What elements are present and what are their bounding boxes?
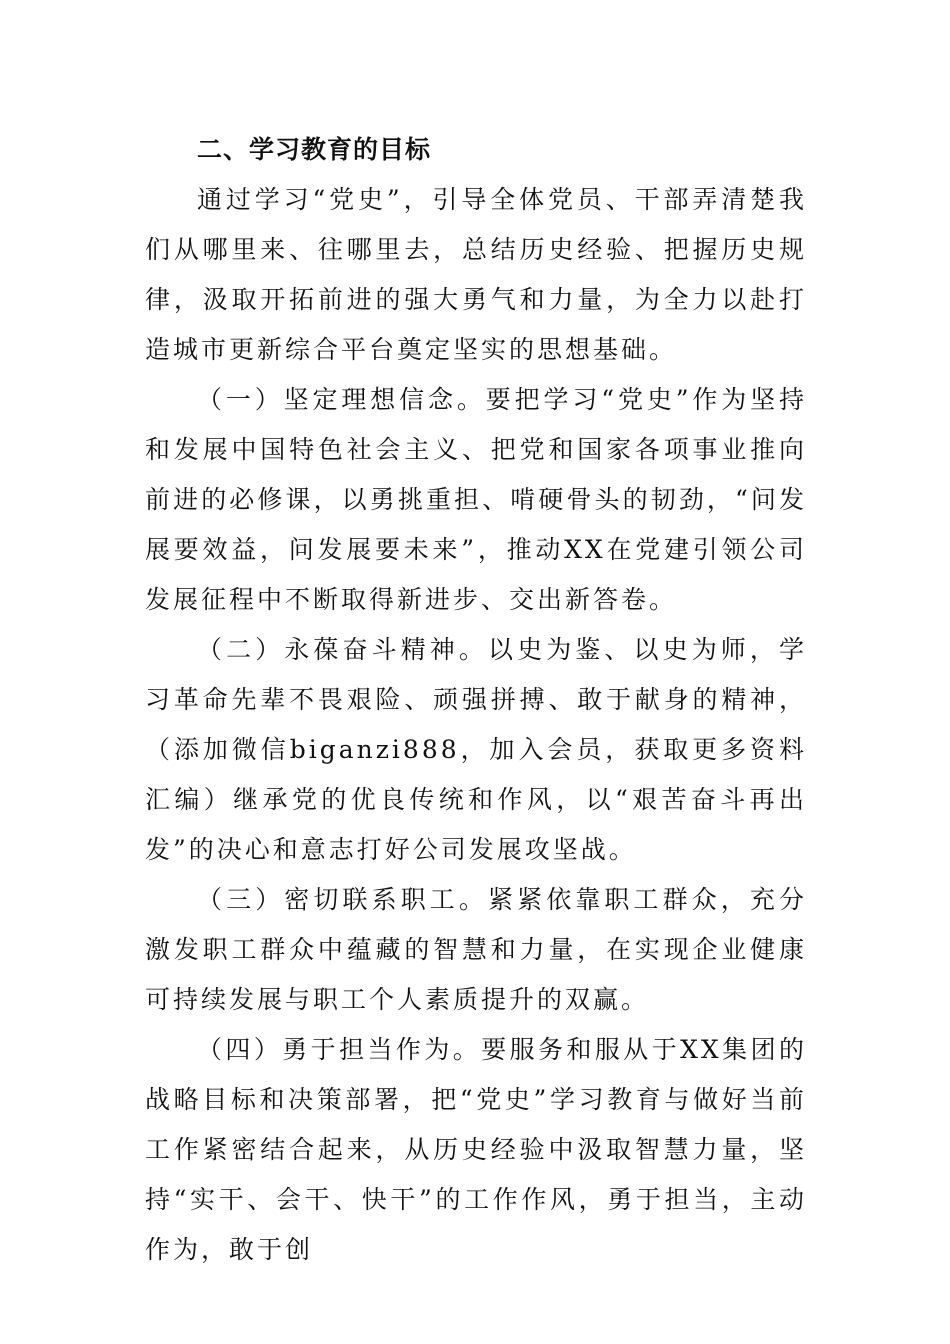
paragraph-intro: 通过学习“党史”，引导全体党员、干部弄清楚我们从哪里来、往哪里去，总结历史经验、把握历史规律，汲取开拓前进的强大勇气和力量，为全力以赴打造城市更新综合平台奠定坚实的思想基础。 [145, 185, 807, 364]
paragraph-workers: （三）密切联系职工。紧紧依靠职工群众，充分激发职工群众中蕴藏的智慧和力量，在实现企业健康可持续发展与职工个人素质提升的双赢。 [145, 885, 807, 1014]
paragraph-struggle: （二）永葆奋斗精神。以史为鉴、以史为师，学习革命先辈不畏艰险、顽强拼搏、敢于献身的精神，（添加微信biganzi888，加入会员，获取更多资料汇编）继承党的优良传统和作风，以“艰苦奋斗再出发”的决心和意志打好公司发展攻坚战。 [145, 635, 807, 864]
paragraph-ideals: （一）坚定理想信念。要把学习“党史”作为坚持和发展中国特色社会主义、把党和国家各项事业推向前进的必修课，以勇挑重担、啃硬骨头的韧劲，“问发展要效益，问发展要未来”，推动XX在党建引领公司发展征程中不断取得新进步、交出新答卷。 [145, 385, 807, 614]
paragraph-responsibility: （四）勇于担当作为。要服务和服从于XX集团的战略目标和决策部署，把“党史”学习教育与做好当前工作紧密结合起来，从历史经验中汲取智慧力量，坚持“实干、会干、快干”的工作作风，勇于担当，主动作为，敢于创 [145, 1035, 807, 1264]
section-heading: 二、学习教育的目标 [197, 135, 432, 164]
document-body [145, 125, 807, 1275]
